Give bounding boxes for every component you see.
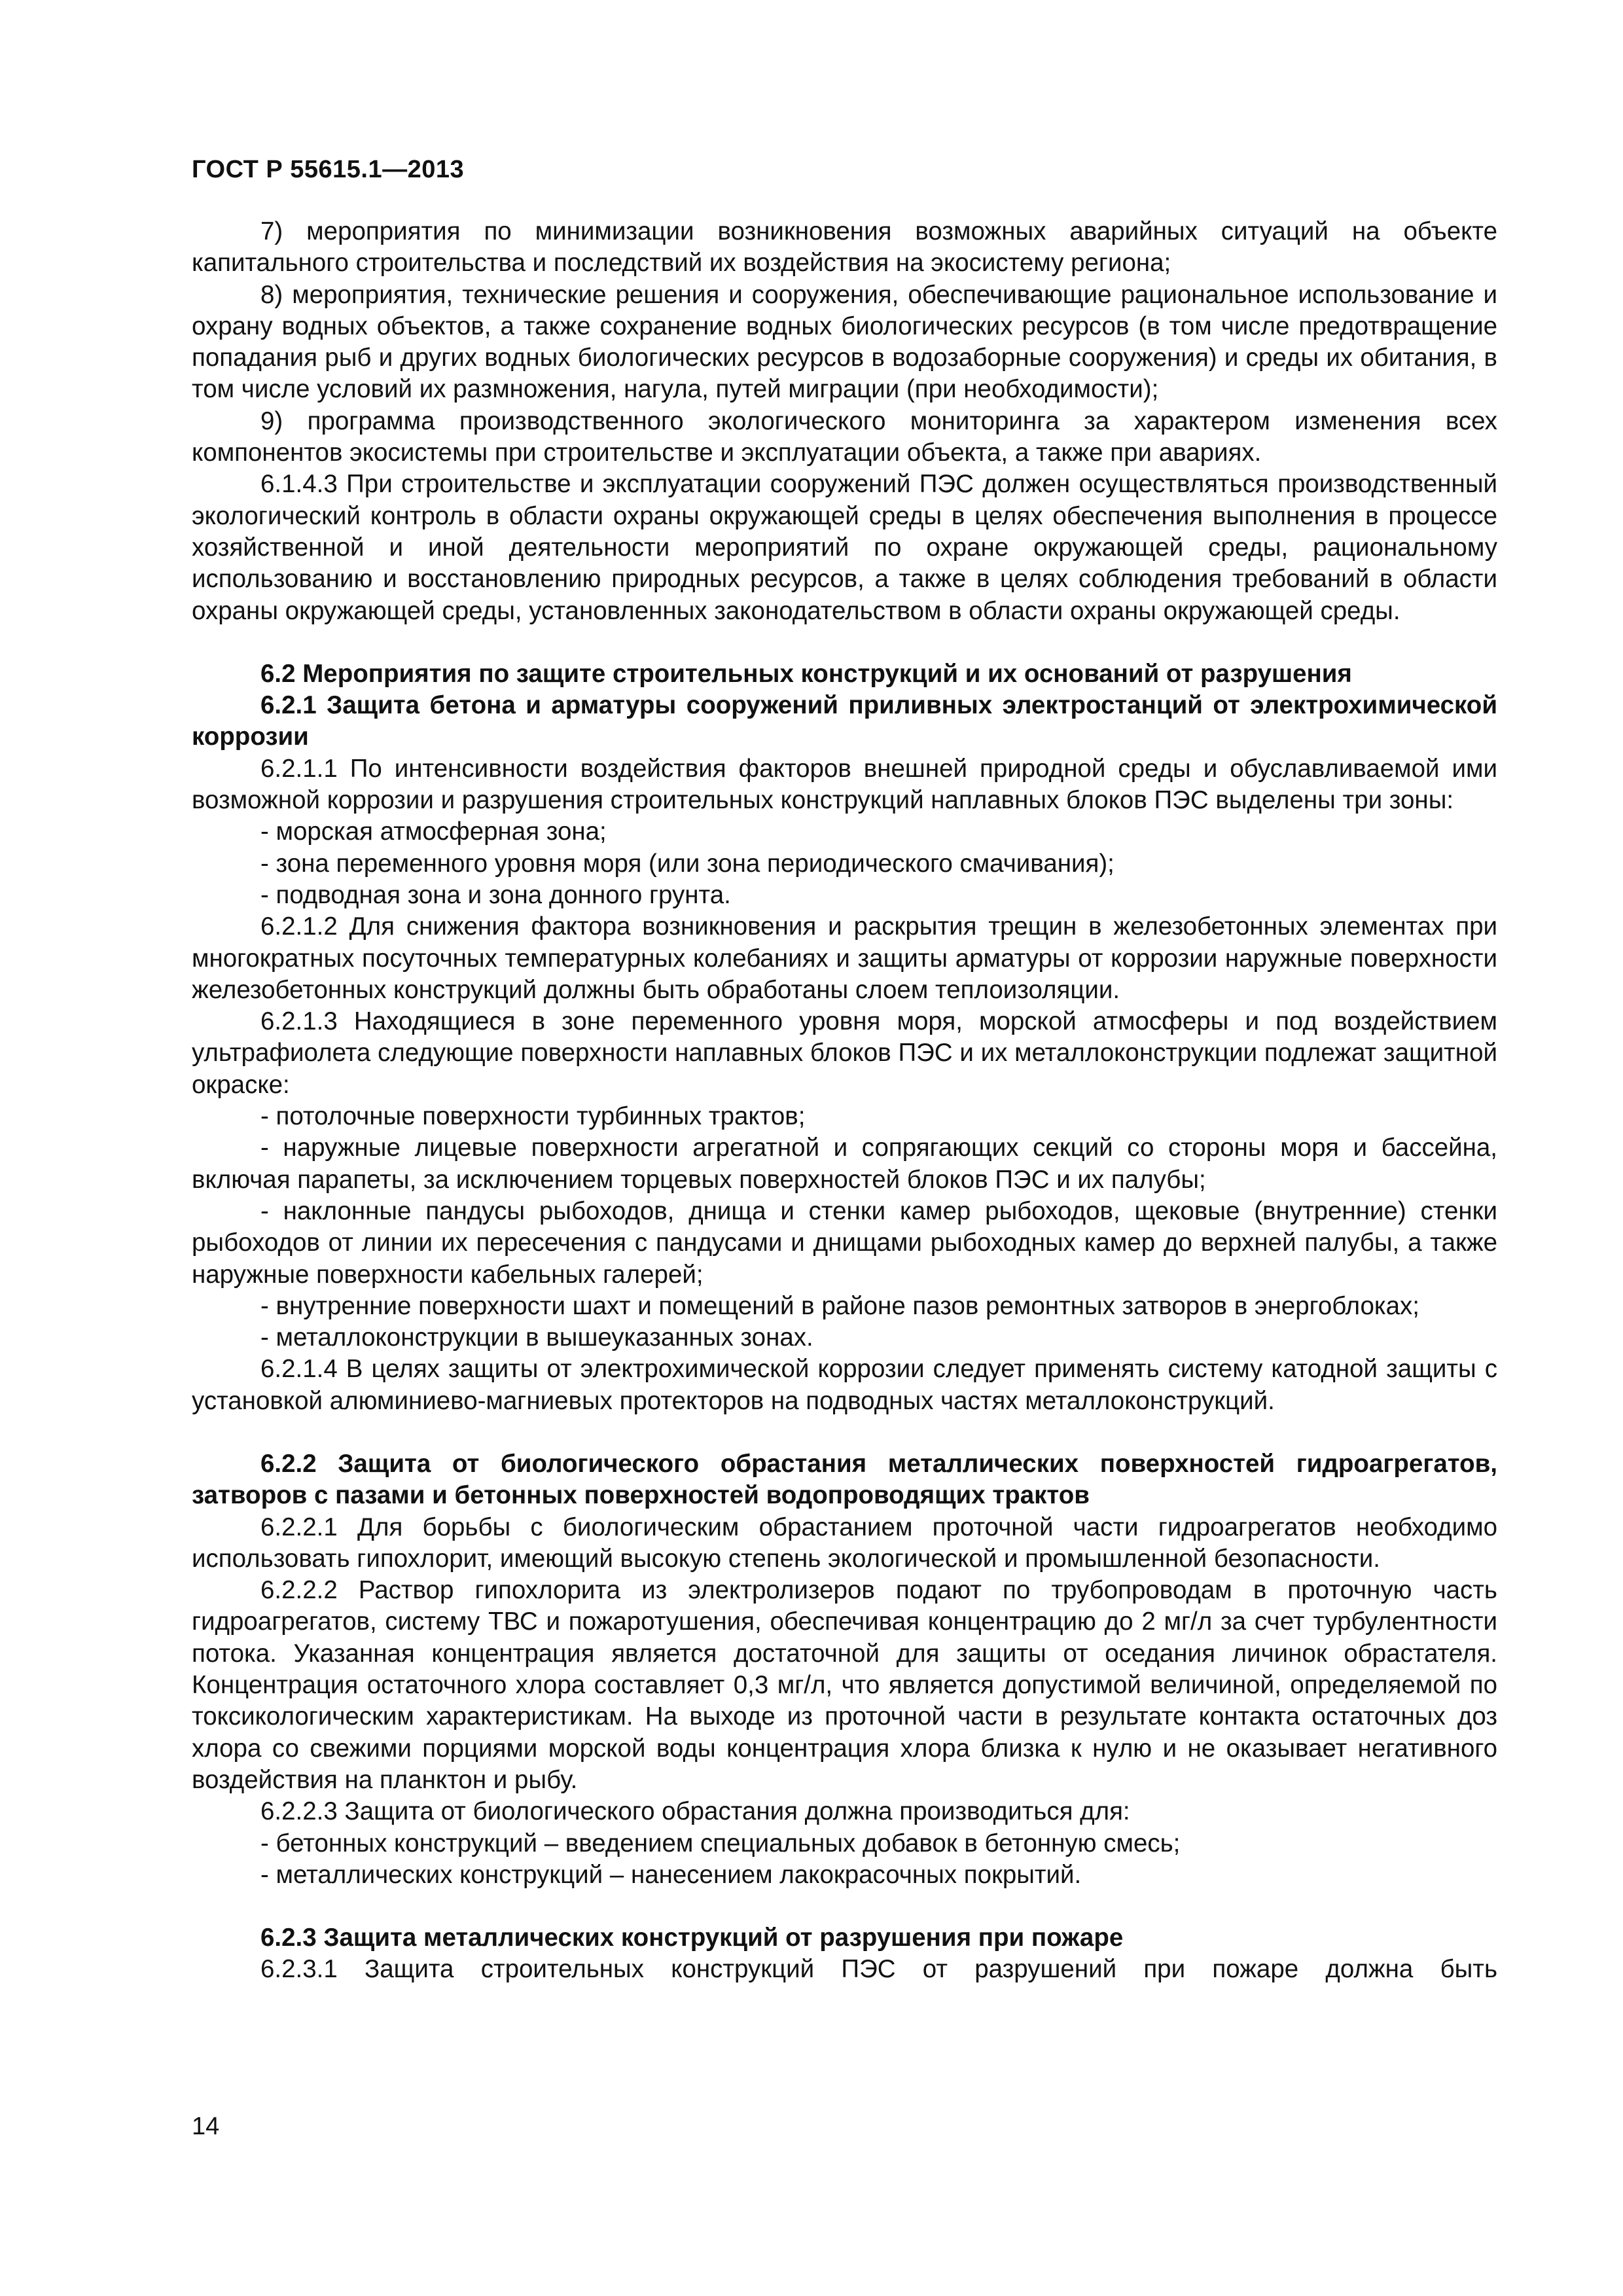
paragraph: 6.2.2.2 Раствор гипохлорита из электролизеров подают по трубопроводам в проточную часть гидроагрегатов, систему ТВС и пожаротушения, обеспечивая концентрацию до 2 мг/л за счет турбулентности потока. Указанная концентрация является достаточной для защиты от оседания личинок обрастателя. Концентрация остаточного хлора составляет 0,3 мг/л, что является допустимой величиной, определяемой по токсикологическим характеристикам. На выходе из проточной части в результате контакта остаточных доз хлора со свежими порциями морской воды концентрация хлора близка к нулю и не оказывает негативного воздействия на планктон и рыбу. [192, 1576, 1497, 1794]
paragraph: 9) программа производственного экологического мониторинга за характером изменения всех компонентов экосистемы при строительстве и эксплуатации объекта, а также при авариях. [192, 406, 1497, 467]
page-number: 14 [192, 2113, 220, 2140]
list-item: - бетонных конструкций – введением специальных добавок в бетонную смесь; [260, 1829, 1181, 1857]
paragraph: 6.2.2.1 Для борьбы с биологическим обрастанием проточной части гидроагрегатов необходимо использовать гипохлорит, имеющий высокую степень экологической и промышленной безопасности. [192, 1513, 1497, 1573]
list-item: - морская атмосферная зона; [260, 817, 607, 846]
document-body [192, 216, 1497, 1986]
list-item: - внутренние поверхности шахт и помещений в районе пазов ремонтных затворов в энергоблоках; [260, 1291, 1419, 1320]
subsection-heading: 6.2.2 Защита от биологического обрастания металлических поверхностей гидроагрегатов, затворов с пазами и бетонных поверхностей водопроводящих трактов [192, 1449, 1497, 1510]
list-item: - потолочные поверхности турбинных трактов; [260, 1102, 806, 1131]
paragraph: 6.2.1.3 Находящиеся в зоне переменного уровня моря, морской атмосферы и под воздействием ультрафиолета следующие поверхности наплавных блоков ПЭС и их металлоконструкции подлежат защитной окраске: [192, 1007, 1497, 1099]
paragraph: 6.2.1.2 Для снижения фактора возникновения и раскрытия трещин в железобетонных элементах при многократных посуточных температурных колебаниях и защиты арматуры от коррозии наружные поверхности железобетонных конструкций должны быть обработаны слоем теплоизоляции. [192, 912, 1497, 1004]
document-header: ГОСТ Р 55615.1—2013 [192, 156, 465, 183]
subsection-heading: 6.2.3 Защита металлических конструкций от разрушения при пожаре [260, 1924, 1124, 1952]
list-item: - наклонные пандусы рыбоходов, днища и стенки камер рыбоходов, щековые (внутренние) стенки рыбоходов от линии их пересечения с пандусами и днищами рыбоходных камер до верхней палубы, а также наружные поверхности кабельных галерей; [192, 1196, 1497, 1289]
paragraph: 6.2.1.4 В целях защиты от электрохимической коррозии следует применять систему катодной защиты с установкой алюминиево-магниевых протекторов на подводных частях металлоконструкций. [192, 1355, 1497, 1415]
paragraph: 7) мероприятия по минимизации возникновения возможных аварийных ситуаций на объекте капитального строительства и последствий их воздействия на экосистему региона; [192, 217, 1497, 278]
paragraph: 6.2.1.1 По интенсивности воздействия факторов внешней природной среды и обуславливаемой ими возможной коррозии и разрушения строительных конструкций наплавных блоков ПЭС выделены три зоны: [192, 754, 1497, 815]
list-item: - металлоконструкции в вышеуказанных зонах. [260, 1323, 813, 1352]
paragraph: 8) мероприятия, технические решения и сооружения, обеспечивающие рациональное использование и охрану водных объектов, а также сохранение водных биологических ресурсов (в том числе предотвращение попадания рыб и других водных биологических ресурсов в водозаборные сооружения) и среды их обитания, в том числе условий их размножения, нагула, путей миграции (при необходимости); [192, 280, 1497, 404]
list-item: - металлических конструкций – нанесением лакокрасочных покрытий. [260, 1860, 1082, 1889]
paragraph: 6.2.3.1 Защита строительных конструкций ПЭС от разрушений при пожаре должна быть [260, 1955, 1497, 1984]
paragraph: 6.1.4.3 При строительстве и эксплуатации сооружений ПЭС должен осуществляться производственный экологический контроль в области охраны окружающей среды в целях обеспечения выполнения в процессе хозяйственной и иной деятельности мероприятий по охране окружающей среды, рациональному использованию и восстановлению природных ресурсов, а также в целях соблюдения требований в области охраны окружающей среды, установленных законодательством в области охраны окружающей среды. [192, 470, 1497, 625]
section-heading: 6.2 Мероприятия по защите строительных конструкций и их оснований от разрушения [260, 659, 1352, 688]
list-item: - наружные лицевые поверхности агрегатной и сопрягающих секций со стороны моря и бассейна, включая парапеты, за исключением торцевых поверхностей блоков ПЭС и их палубы; [192, 1134, 1497, 1194]
list-item: - подводная зона и зона донного грунта. [260, 880, 731, 909]
list-item: - зона переменного уровня моря (или зона периодического смачивания); [260, 849, 1115, 878]
subsection-heading: 6.2.1 Защита бетона и арматуры сооружений приливных электростанций от электрохимической коррозии [192, 691, 1497, 751]
paragraph: 6.2.2.3 Защита от биологического обрастания должна производиться для: [260, 1797, 1130, 1826]
